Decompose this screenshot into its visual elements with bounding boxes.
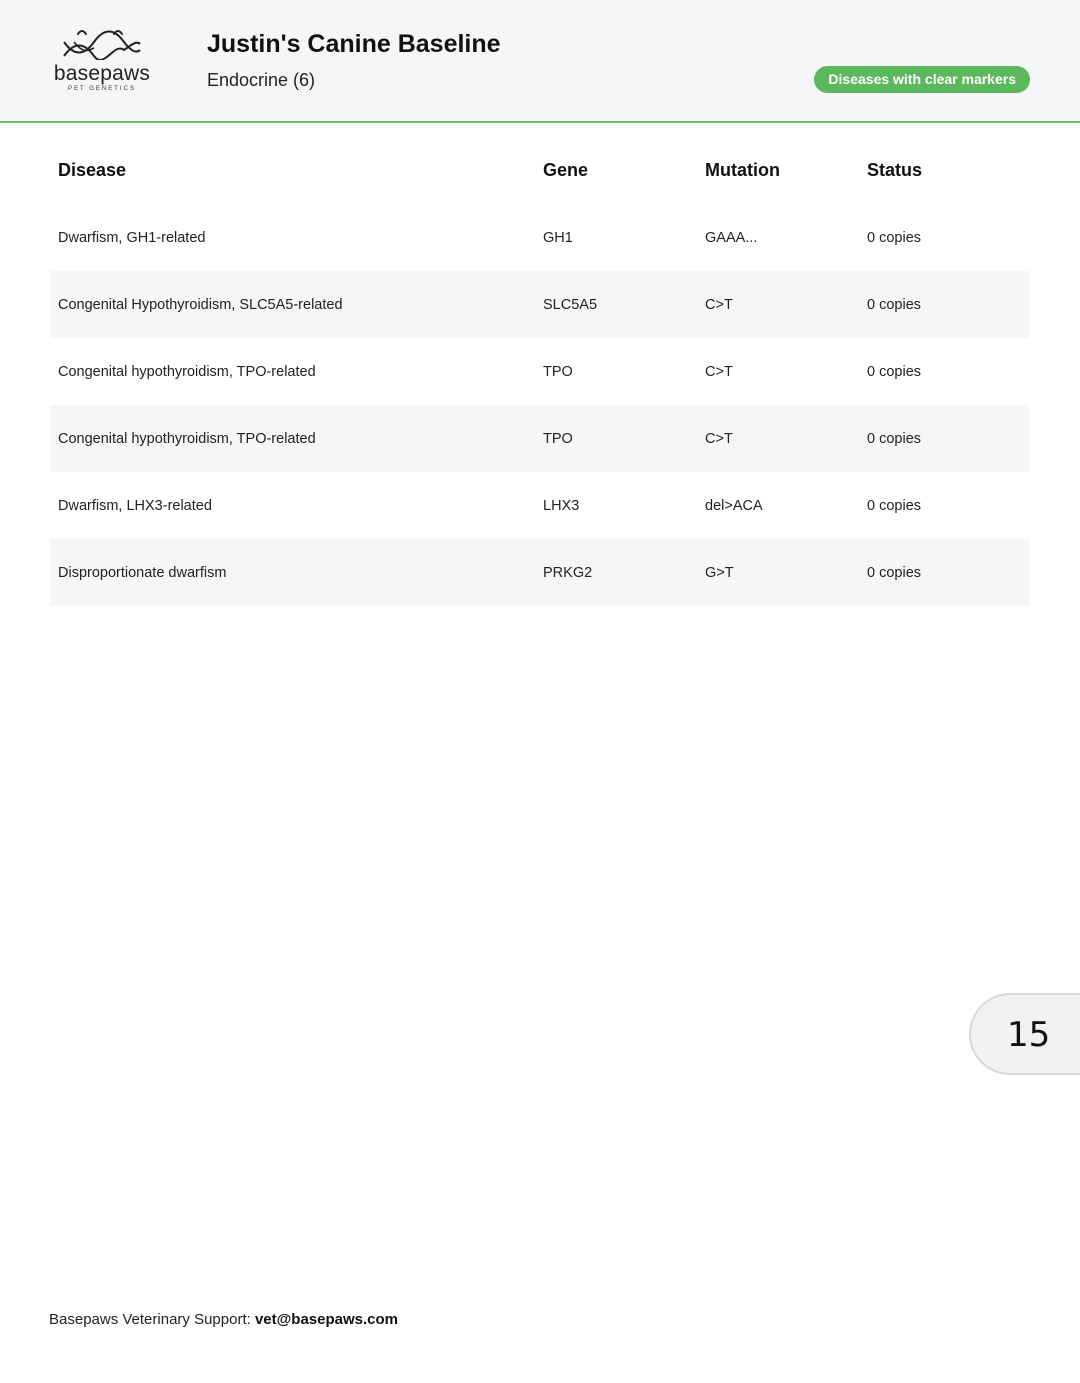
column-header-gene: Gene [543, 159, 589, 180]
table-row [50, 405, 1029, 472]
mutation-cell: C>T [697, 271, 859, 338]
disease-results-table [50, 136, 1029, 606]
gene-cell: TPO [535, 405, 697, 472]
report-section: Endocrine (6) [207, 70, 316, 90]
gene-cell: TPO [543, 363, 573, 380]
table-row [50, 204, 1029, 271]
disease-cell: Dwarfism, GH1-related [58, 229, 206, 246]
disease-cell: Congenital Hypothyroidism, SLC5A5-related [50, 271, 535, 338]
disease-cell: Dwarfism, LHX3-related [58, 497, 212, 514]
gene-cell: LHX3 [543, 497, 580, 514]
status-cell: 0 copies [859, 271, 1029, 338]
status-cell: 0 copies [867, 497, 922, 514]
table-row [50, 271, 1029, 338]
mutation-cell: C>T [705, 363, 733, 380]
status-cell: 0 copies [867, 229, 922, 246]
support-email-link[interactable]: vet@basepaws.com [254, 1311, 398, 1328]
disease-cell: Disproportionate dwarfism [50, 539, 535, 606]
page-number: 15 [1007, 1015, 1051, 1055]
status-cell: 0 copies [859, 539, 1029, 606]
gene-cell: GH1 [543, 229, 573, 246]
status-cell: 0 copies [859, 405, 1029, 472]
mutation-cell: GAAA... [705, 229, 758, 246]
table-row [50, 472, 1029, 539]
column-header-disease: Disease [58, 159, 127, 180]
report-header [0, 0, 1080, 123]
report-title: Justin's Canine Baseline [207, 30, 501, 58]
clear-markers-badge: Diseases with clear markers [814, 66, 1030, 93]
logo-tagline: PET GENETICS [68, 86, 136, 92]
disease-cell: Congenital hypothyroidism, TPO-related [58, 363, 316, 380]
table-header-row [50, 136, 1029, 204]
disease-cell: Congenital hypothyroidism, TPO-related [50, 405, 535, 472]
basepaws-logo [46, 26, 158, 96]
logo-wordmark: basepaws [53, 62, 151, 85]
footer-support-label: Basepaws Veterinary Support: [49, 1311, 251, 1328]
status-cell: 0 copies [867, 363, 922, 380]
dna-cat-ears-icon [60, 26, 144, 60]
page-number-tab [969, 993, 1080, 1075]
column-header-status: Status [867, 159, 923, 180]
mutation-cell: C>T [697, 405, 859, 472]
mutation-cell: G>T [697, 539, 859, 606]
gene-cell: PRKG2 [535, 539, 697, 606]
mutation-cell: del>ACA [705, 497, 763, 514]
footer-support [49, 1311, 398, 1328]
column-header-mutation: Mutation [705, 159, 780, 180]
gene-cell: SLC5A5 [535, 271, 697, 338]
table-row [50, 338, 1029, 405]
table-row [50, 539, 1029, 606]
